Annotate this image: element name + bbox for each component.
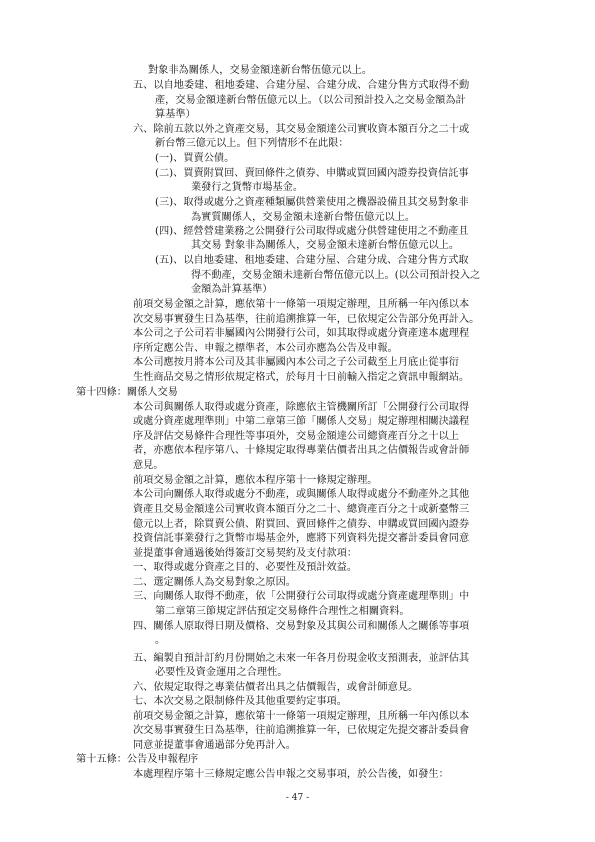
text-line: 產，交易金額達新台幣伍億元以上。（以公司預計投入之交易金額為計 [155, 95, 466, 106]
text-line: 次交易事實發生日為基準，往前追溯推算一年，已依規定公告部分免再計入。 [133, 314, 480, 325]
text-line: 億元以上者，除買賣公債、附買回、賣回條件之債券、申購或買回國內證券 [133, 519, 470, 530]
article-heading: 第十四條：關係人交易 [76, 387, 178, 398]
text-line: 並提董事會通過後始得簽訂交易契約及支付款項： [133, 548, 358, 559]
text-line: 一、取得或處分資產之目的、必要性及預計效益。 [133, 562, 358, 573]
text-line: 本處理程序第十三條規定應公告申報之交易事項，於公告後，如發生： [133, 769, 449, 780]
text-line: 新台幣三億元以上。但下列情形不在此限： [155, 138, 349, 149]
text-line: 其交易 對象非為關係人，交易金額未達新台幣伍億元以上。 [191, 240, 460, 251]
text-line: 本公司與關係人取得或處分資產，除應依主管機關所訂「公開發行公司取得 [133, 402, 470, 413]
text-line: (四)、經營營建業務之公開發行公司取得或處分供營建使用之不動產且 [155, 226, 469, 237]
text-line: 二、選定關係人為交易對象之原因。 [133, 577, 296, 588]
text-line: (三)、取得或處分之資產種類屬供營業使用之機器設備且其交易對象非 [155, 197, 469, 208]
text-line: 前項交易金額之計算，應依第十一條第一項規定辦理，且所稱一年內係以本 [133, 299, 470, 310]
text-line: 同意並提董事會通過部分免再計入。 [133, 740, 296, 751]
text-line: 本公司應按月將本公司及其非屬國內本公司之子公司截至上月底止從事衍 [133, 357, 459, 368]
text-line: 業發行之貨幣市場基金。 [191, 182, 304, 193]
text-line: 意見。 [133, 460, 164, 471]
text-line: 者，亦應依本程序第八、十條規定取得專業估價者出具之估價報告或會計師 [133, 445, 470, 456]
text-line: 必要性及資金運用之合理性。 [155, 667, 288, 678]
text-line: 。 [155, 635, 166, 646]
text-line: (一)、買賣公債。 [155, 153, 235, 164]
text-line: 算基準） [155, 109, 196, 120]
text-line: 六、除前五款以外之資產交易，其交易金額達公司實收資本額百分之二十或 [133, 124, 470, 135]
text-line: 五、以自地委建、租地委建、合建分屋、合建分成、合建分售方式取得不動 [133, 80, 470, 91]
text-line: 前項交易金額之計算，應依本程序第十一條規定辦理。 [133, 475, 378, 486]
article-heading: 第十五條：公告及申報程序 [76, 754, 199, 765]
text-line: 生性商品交易之情形依規定格式，於每月十日前輸入指定之資訊申報網站。 [133, 372, 470, 383]
text-line: 資產且交易金額達公司實收資本額百分之二十、總資產百分之十或新臺幣三 [133, 504, 470, 515]
text-line: 為實質關係人，交易金額未達新台幣伍億元以上。 [191, 212, 416, 223]
text-line: 三、向關係人取得不動產，依「公開發行公司取得或處分資產處理準則」中 [133, 591, 470, 602]
text-line: 金額為計算基準） [191, 284, 273, 295]
text-line: 前項交易金額之計算，應依第十一條第一項規定辦理，且所稱一年內係以本 [133, 711, 470, 722]
text-line: 四、關係人原取得日期及價格、交易對象及其與公司和關係人之關係等事項 [133, 621, 470, 632]
text-line: 序所定應公告、申報之標準者，本公司亦應為公告及申報。 [133, 343, 398, 354]
text-line: (二)、買賣附買回、賣回條件之債券、申購或買回國內證券投資信託事 [155, 168, 469, 179]
text-line: 第二章第三節規定評估預定交易條件合理性之相關資料。 [155, 606, 410, 617]
text-line: 本公司之子公司若非屬國內公開發行公司，如其取得或處分資產達本處理程 [133, 328, 470, 339]
page-number: - 47 - [285, 793, 310, 803]
text-line: 次交易事實發生日為基準，往前追溯推算一年，已依規定先提交審計委員會 [133, 725, 470, 736]
text-line: 序及評估交易條件合理性等事項外，交易金額達公司總資產百分之十以上 [133, 431, 459, 442]
text-line: 本公司向關係人取得或處分不動產，或與關係人取得或處分不動產外之其他 [133, 489, 470, 500]
text-line: 投資信託事業發行之貨幣市場基金外，應將下列資料先提交審計委員會同意 [133, 533, 470, 544]
text-line: 或處分資產處理準則」中第二章第三節「關係人交易」規定辦理相關決議程 [133, 416, 470, 427]
text-line: 得不動產，交易金額未達新台幣伍億元以上。(以公司預計投入之 [191, 270, 481, 281]
text-line: (五)、以自地委建、租地委建、合建分屋、合建分成、合建分售方式取 [155, 255, 469, 266]
text-line: 七、本次交易之限制條件及其他重要約定事項。 [133, 696, 347, 707]
text-line: 對象非為關係人，交易金額達新台幣伍億元以上。 [148, 65, 373, 76]
text-line: 六、依規定取得之專業估價者出具之估價報告，或會計師意見。 [133, 682, 419, 693]
text-line: 五、編製自預計訂約月份開始之未來一年各月份現金收支預測表，並評估其 [133, 653, 470, 664]
